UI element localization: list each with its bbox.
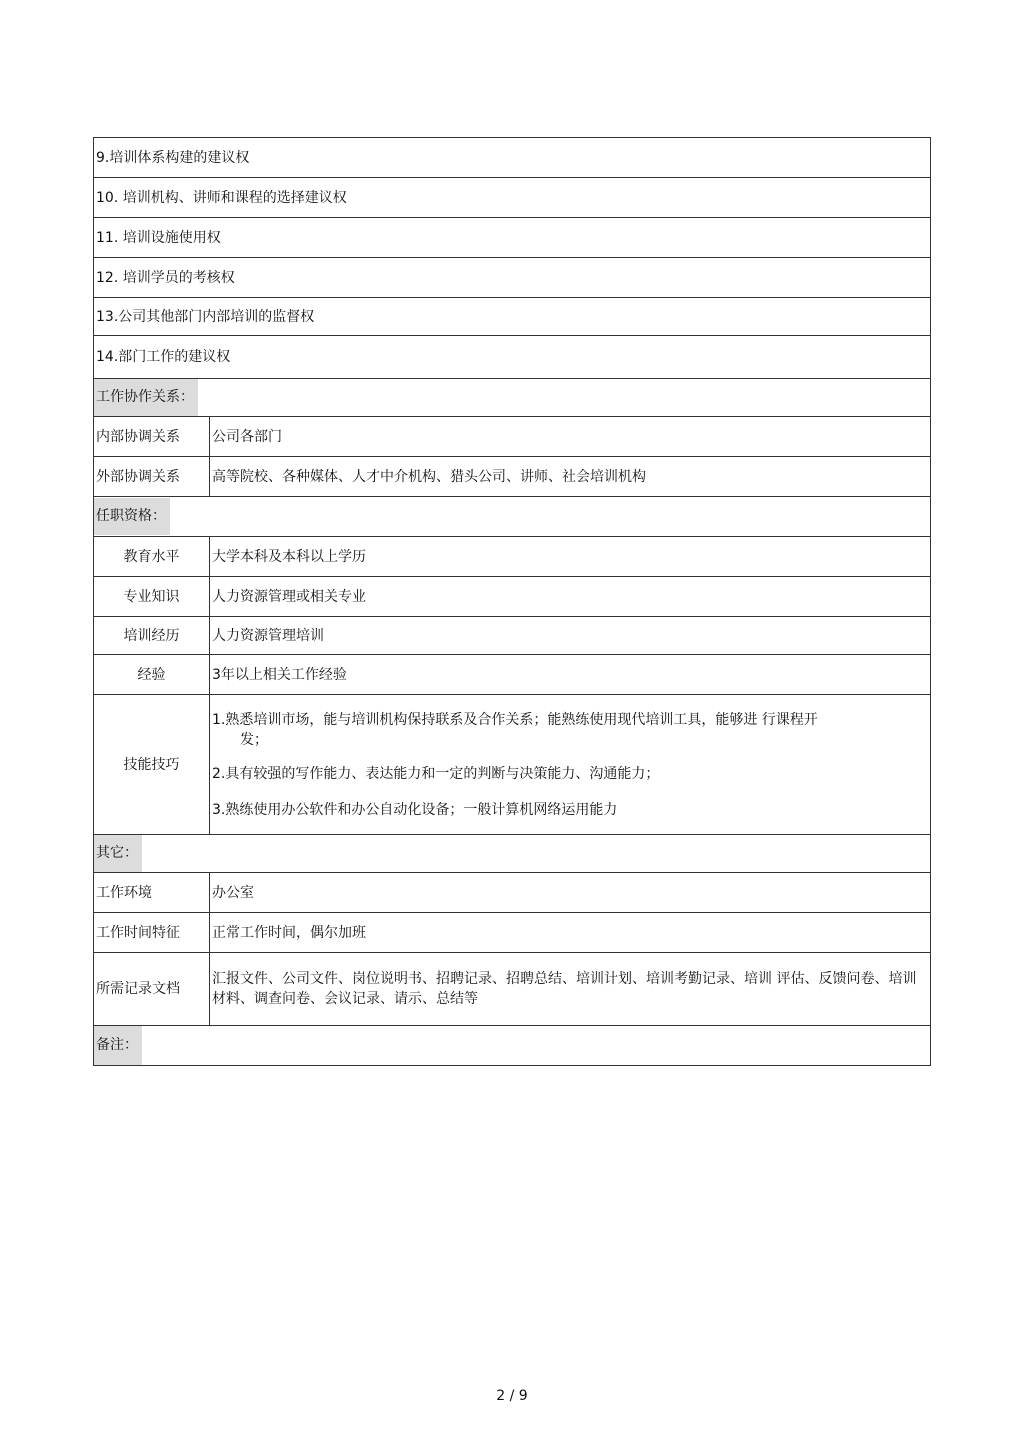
section-heading-qualifications: 任职资格： — [94, 498, 170, 535]
right-text: 9.培训体系构建的建议权 — [94, 138, 931, 178]
field-label: 教育水平 — [94, 537, 210, 577]
skill-item — [212, 710, 928, 750]
right-text: 13.公司其他部门内部培训的监督权 — [94, 298, 931, 336]
field-value: 3年以上相关工作经验 — [210, 655, 931, 695]
work-time-row — [94, 913, 931, 953]
field-label: 所需记录文档 — [94, 953, 210, 1026]
training-row — [94, 617, 931, 655]
right-row-13 — [94, 298, 931, 336]
right-row-9 — [94, 138, 931, 178]
skill-text-continued: 发； — [240, 731, 268, 748]
field-label: 外部协调关系 — [94, 457, 210, 497]
cooperation-section-row — [94, 379, 931, 417]
skill-item — [212, 764, 928, 784]
right-row-11 — [94, 218, 931, 258]
field-label: 工作时间特征 — [94, 913, 210, 953]
field-value: 办公室 — [210, 873, 931, 913]
external-coordination-row — [94, 457, 931, 497]
environment-row — [94, 873, 931, 913]
field-label: 技能技巧 — [94, 695, 210, 835]
field-value: 人力资源管理或相关专业 — [210, 577, 931, 617]
field-value: 公司各部门 — [210, 417, 931, 457]
right-text: 14.部门工作的建议权 — [94, 336, 931, 379]
skill-item — [212, 800, 928, 820]
field-label: 经验 — [94, 655, 210, 695]
field-value: 汇报文件、公司文件、岗位说明书、招聘记录、招聘总结、培训计划、培训考勤记录、培训 评估、反馈问卷、培训材料、调查问卷、会议记录、请示、总结等 — [210, 953, 931, 1026]
knowledge-row — [94, 577, 931, 617]
job-description-table — [93, 137, 931, 1066]
internal-coordination-row — [94, 417, 931, 457]
experience-row — [94, 655, 931, 695]
field-label: 内部协调关系 — [94, 417, 210, 457]
skill-text: 2.具有较强的写作能力、表达能力和一定的判断与决策能力、沟通能力； — [212, 765, 660, 782]
section-heading-other: 其它： — [94, 835, 142, 872]
right-row-14 — [94, 336, 931, 379]
field-value: 人力资源管理培训 — [210, 617, 931, 655]
field-label: 培训经历 — [94, 617, 210, 655]
section-heading-remarks: 备注： — [94, 1026, 142, 1065]
other-section-row — [94, 835, 931, 873]
skill-text: 3.熟练使用办公软件和办公自动化设备；一般计算机网络运用能力 — [212, 801, 618, 818]
records-row — [94, 953, 931, 1026]
education-row — [94, 537, 931, 577]
right-text: 11. 培训设施使用权 — [94, 218, 931, 258]
page-number: 2 / 9 — [496, 1388, 528, 1404]
skills-list — [210, 695, 931, 835]
remarks-section-row — [94, 1026, 931, 1066]
field-value: 正常工作时间，偶尔加班 — [210, 913, 931, 953]
field-value: 高等院校、各种媒体、人才中介机构、猎头公司、讲师、社会培训机构 — [210, 457, 931, 497]
qualifications-section-row — [94, 497, 931, 537]
field-label: 专业知识 — [94, 577, 210, 617]
skill-text: 1.熟悉培训市场，能与培训机构保持联系及合作关系；能熟练使用现代培训工具，能够进 行课程开 — [212, 711, 818, 728]
skills-row — [94, 695, 931, 835]
field-value: 大学本科及本科以上学历 — [210, 537, 931, 577]
right-text: 10. 培训机构、讲师和课程的选择建议权 — [94, 178, 931, 218]
field-label: 工作环境 — [94, 873, 210, 913]
right-row-12 — [94, 258, 931, 298]
section-heading-cooperation: 工作协作关系： — [94, 379, 198, 416]
right-row-10 — [94, 178, 931, 218]
right-text: 12. 培训学员的考核权 — [94, 258, 931, 298]
